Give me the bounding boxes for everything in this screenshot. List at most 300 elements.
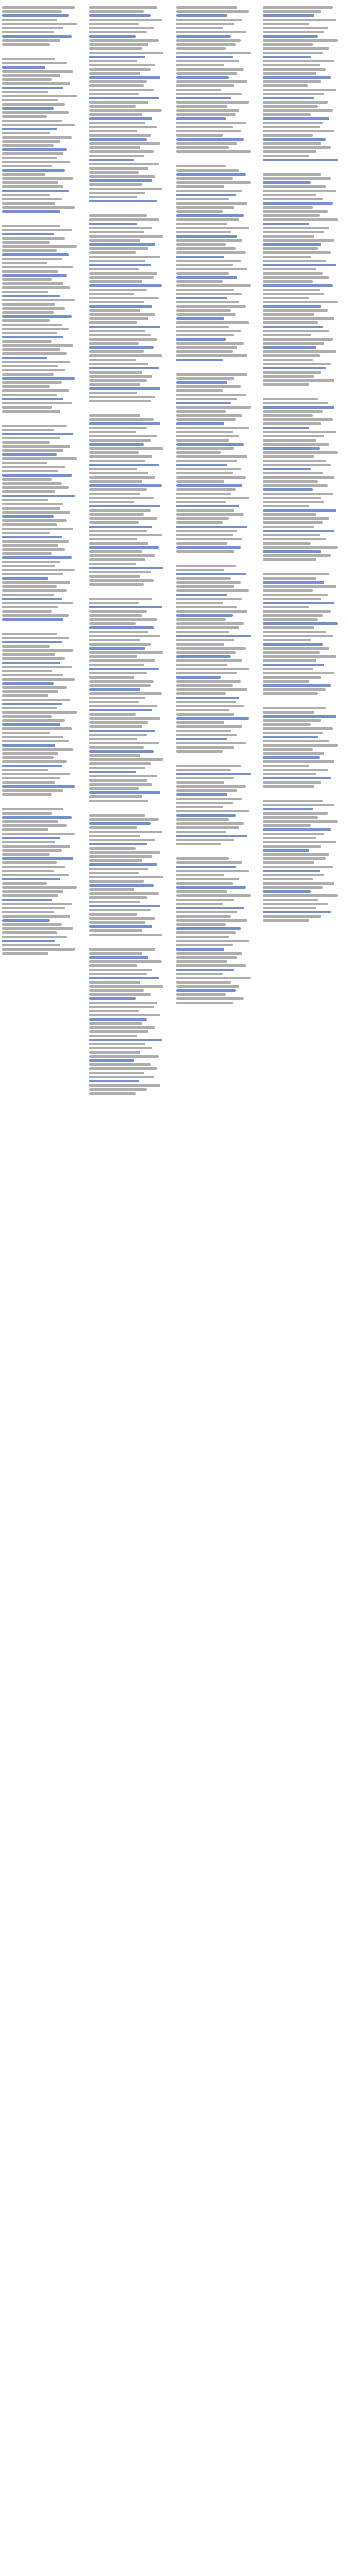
index-entry[interactable] <box>2 474 72 477</box>
index-entry[interactable] <box>89 10 144 13</box>
index-entry[interactable] <box>176 886 246 889</box>
index-entry[interactable] <box>176 223 228 225</box>
index-entry[interactable] <box>176 692 226 695</box>
index-entry[interactable] <box>263 833 324 835</box>
index-entry[interactable] <box>89 84 144 87</box>
index-entry[interactable] <box>263 359 312 361</box>
index-entry[interactable] <box>176 373 247 376</box>
index-entry[interactable] <box>263 435 324 437</box>
index-entry[interactable] <box>89 218 159 221</box>
index-entry[interactable] <box>176 505 239 507</box>
index-entry[interactable] <box>176 565 236 567</box>
index-entry[interactable] <box>263 439 316 442</box>
index-entry[interactable] <box>2 915 70 918</box>
index-entry[interactable] <box>263 146 331 149</box>
index-entry[interactable] <box>89 247 149 250</box>
index-entry[interactable] <box>176 618 226 621</box>
index-entry[interactable] <box>89 447 164 450</box>
index-entry[interactable] <box>89 676 134 679</box>
index-entry[interactable] <box>89 392 137 394</box>
index-entry[interactable] <box>176 878 239 880</box>
index-entry[interactable] <box>2 748 73 751</box>
index-entry[interactable] <box>263 837 316 839</box>
index-entry[interactable] <box>2 233 54 235</box>
index-entry[interactable] <box>263 410 323 413</box>
index-entry[interactable] <box>263 177 331 180</box>
index-entry[interactable] <box>2 74 60 77</box>
index-entry[interactable] <box>89 126 157 128</box>
index-entry[interactable] <box>89 231 144 233</box>
index-entry[interactable] <box>89 480 142 483</box>
index-entry[interactable] <box>263 39 338 42</box>
index-entry[interactable] <box>2 385 50 388</box>
index-entry[interactable] <box>263 647 329 650</box>
index-entry[interactable] <box>263 418 333 421</box>
index-entry[interactable] <box>89 563 136 565</box>
index-entry[interactable] <box>2 19 57 21</box>
index-entry[interactable] <box>2 128 57 130</box>
index-entry[interactable] <box>176 272 229 275</box>
index-entry[interactable] <box>89 1026 156 1029</box>
index-entry[interactable] <box>89 350 144 353</box>
index-entry[interactable] <box>263 89 336 91</box>
index-entry[interactable] <box>89 635 160 637</box>
index-entry[interactable] <box>89 27 154 29</box>
index-entry[interactable] <box>176 826 239 829</box>
index-entry[interactable] <box>2 66 45 69</box>
index-entry[interactable] <box>89 647 145 650</box>
index-entry[interactable] <box>89 293 134 295</box>
index-entry[interactable] <box>176 530 238 532</box>
index-entry[interactable] <box>89 713 136 716</box>
index-entry[interactable] <box>89 251 136 254</box>
index-entry[interactable] <box>176 84 235 87</box>
index-entry[interactable] <box>2 136 72 139</box>
index-entry[interactable] <box>89 598 152 600</box>
index-entry[interactable] <box>176 464 228 466</box>
index-entry[interactable] <box>263 317 334 320</box>
index-entry[interactable] <box>89 455 152 458</box>
index-entry[interactable] <box>2 789 63 792</box>
index-entry[interactable] <box>2 853 50 856</box>
index-entry[interactable] <box>89 223 137 225</box>
index-entry[interactable] <box>176 822 244 825</box>
index-entry[interactable] <box>263 493 333 495</box>
index-entry[interactable] <box>176 443 244 446</box>
index-entry[interactable] <box>176 746 235 749</box>
index-entry[interactable] <box>2 670 52 672</box>
index-entry[interactable] <box>176 911 238 913</box>
index-entry[interactable] <box>2 740 69 742</box>
index-entry[interactable] <box>2 111 69 114</box>
index-entry[interactable] <box>176 989 236 992</box>
index-entry[interactable] <box>89 1051 141 1054</box>
index-entry[interactable] <box>89 705 157 707</box>
index-entry[interactable] <box>176 218 239 221</box>
index-entry[interactable] <box>176 214 244 217</box>
index-entry[interactable] <box>2 161 70 163</box>
index-entry[interactable] <box>2 944 60 946</box>
index-entry[interactable] <box>89 602 139 604</box>
index-entry[interactable] <box>89 730 156 732</box>
index-entry[interactable] <box>263 736 318 738</box>
index-entry[interactable] <box>263 313 314 316</box>
index-entry[interactable] <box>176 385 241 388</box>
index-entry[interactable] <box>263 330 329 332</box>
index-entry[interactable] <box>2 457 77 460</box>
index-entry[interactable] <box>263 765 309 767</box>
index-entry[interactable] <box>89 618 157 621</box>
index-entry[interactable] <box>263 414 312 417</box>
index-entry[interactable] <box>176 639 235 641</box>
index-entry[interactable] <box>89 200 157 202</box>
index-entry[interactable] <box>2 769 48 771</box>
index-entry[interactable] <box>263 367 326 369</box>
index-entry[interactable] <box>176 52 251 54</box>
index-entry[interactable] <box>176 635 251 637</box>
index-entry[interactable] <box>176 798 243 800</box>
index-entry[interactable] <box>89 839 156 841</box>
index-entry[interactable] <box>263 903 327 905</box>
index-entry[interactable] <box>2 861 57 864</box>
index-entry[interactable] <box>176 668 249 670</box>
index-entry[interactable] <box>263 707 326 709</box>
index-entry[interactable] <box>176 309 231 312</box>
index-entry[interactable] <box>89 64 156 66</box>
index-entry[interactable] <box>176 97 231 99</box>
index-entry[interactable] <box>89 400 151 402</box>
index-entry[interactable] <box>89 422 160 425</box>
index-entry[interactable] <box>89 1006 154 1008</box>
index-entry[interactable] <box>263 198 323 200</box>
index-entry[interactable] <box>2 606 58 608</box>
index-entry[interactable] <box>263 321 318 324</box>
index-entry[interactable] <box>89 1035 137 1037</box>
index-entry[interactable] <box>89 969 152 971</box>
index-entry[interactable] <box>263 27 327 29</box>
index-entry[interactable] <box>263 460 326 462</box>
index-entry[interactable] <box>2 478 52 481</box>
index-entry[interactable] <box>2 58 55 60</box>
index-entry[interactable] <box>89 105 136 108</box>
index-entry[interactable] <box>2 785 75 788</box>
index-entry[interactable] <box>89 35 136 38</box>
index-entry[interactable] <box>263 76 331 79</box>
index-entry[interactable] <box>89 847 136 850</box>
index-entry[interactable] <box>89 47 142 50</box>
index-entry[interactable] <box>176 701 236 703</box>
index-entry[interactable] <box>263 626 314 629</box>
index-entry[interactable] <box>263 907 316 909</box>
index-entry[interactable] <box>263 635 333 637</box>
index-entry[interactable] <box>89 472 149 474</box>
index-entry[interactable] <box>2 344 73 347</box>
index-entry[interactable] <box>263 468 311 470</box>
index-entry[interactable] <box>263 10 321 13</box>
index-entry[interactable] <box>176 138 244 141</box>
index-entry[interactable] <box>176 330 241 332</box>
index-entry[interactable] <box>176 359 223 361</box>
index-entry[interactable] <box>89 264 151 266</box>
index-entry[interactable] <box>176 117 226 120</box>
index-entry[interactable] <box>263 668 312 670</box>
index-entry[interactable] <box>2 303 55 306</box>
index-entry[interactable] <box>263 190 336 192</box>
index-entry[interactable] <box>176 874 224 876</box>
index-entry[interactable] <box>176 317 224 320</box>
index-entry[interactable] <box>89 892 159 895</box>
index-entry[interactable] <box>89 981 141 984</box>
index-entry[interactable] <box>89 60 137 62</box>
index-entry[interactable] <box>2 931 57 934</box>
index-entry[interactable] <box>263 899 318 901</box>
index-entry[interactable] <box>2 210 60 213</box>
index-entry[interactable] <box>263 785 314 788</box>
index-entry[interactable] <box>176 280 223 283</box>
index-entry[interactable] <box>89 956 149 959</box>
index-entry[interactable] <box>89 513 144 516</box>
index-entry[interactable] <box>2 406 52 409</box>
index-entry[interactable] <box>263 243 321 246</box>
index-entry[interactable] <box>176 260 241 262</box>
index-entry[interactable] <box>263 194 316 196</box>
index-entry[interactable] <box>2 311 54 314</box>
index-entry[interactable] <box>176 247 236 250</box>
index-entry[interactable] <box>89 791 160 794</box>
index-entry[interactable] <box>89 1084 160 1087</box>
index-entry[interactable] <box>176 231 231 233</box>
index-entry[interactable] <box>176 866 236 868</box>
index-entry[interactable] <box>2 886 77 889</box>
index-entry[interactable] <box>89 379 147 382</box>
index-entry[interactable] <box>176 606 238 608</box>
index-entry[interactable] <box>2 103 65 106</box>
index-entry[interactable] <box>263 451 338 454</box>
index-entry[interactable] <box>263 93 324 95</box>
index-entry[interactable] <box>89 909 151 911</box>
index-entry[interactable] <box>2 274 67 277</box>
index-entry[interactable] <box>263 866 333 868</box>
index-entry[interactable] <box>263 550 321 553</box>
index-entry[interactable] <box>176 414 243 417</box>
index-entry[interactable] <box>176 960 228 963</box>
index-entry[interactable] <box>89 451 139 454</box>
index-entry[interactable] <box>263 664 324 666</box>
index-entry[interactable] <box>89 822 151 825</box>
index-entry[interactable] <box>2 225 60 227</box>
index-entry[interactable] <box>2 816 72 819</box>
index-entry[interactable] <box>89 196 137 198</box>
index-entry[interactable] <box>89 1018 147 1021</box>
index-entry[interactable] <box>2 719 65 722</box>
index-entry[interactable] <box>2 589 67 592</box>
index-entry[interactable] <box>2 845 70 848</box>
index-entry[interactable] <box>263 185 326 188</box>
index-entry[interactable] <box>89 750 154 753</box>
index-entry[interactable] <box>176 239 243 242</box>
index-entry[interactable] <box>176 697 239 699</box>
index-entry[interactable] <box>263 820 338 823</box>
index-entry[interactable] <box>263 816 318 819</box>
index-entry[interactable] <box>2 686 67 689</box>
index-entry[interactable] <box>263 422 321 425</box>
index-entry[interactable] <box>2 486 69 489</box>
index-entry[interactable] <box>263 14 314 17</box>
index-entry[interactable] <box>89 1030 149 1033</box>
index-entry[interactable] <box>263 602 334 604</box>
index-entry[interactable] <box>89 256 160 258</box>
index-entry[interactable] <box>2 340 52 343</box>
index-entry[interactable] <box>263 239 334 242</box>
index-entry[interactable] <box>89 738 137 740</box>
index-entry[interactable] <box>2 437 60 439</box>
index-entry[interactable] <box>176 493 231 495</box>
index-entry[interactable] <box>263 223 309 225</box>
index-entry[interactable] <box>2 573 63 575</box>
index-entry[interactable] <box>89 313 156 316</box>
index-entry[interactable] <box>176 894 251 897</box>
index-entry[interactable] <box>89 1022 142 1025</box>
index-entry[interactable] <box>2 14 69 17</box>
index-entry[interactable] <box>2 6 75 9</box>
index-entry[interactable] <box>2 369 65 371</box>
index-entry[interactable] <box>2 177 73 180</box>
index-entry[interactable] <box>89 23 139 25</box>
index-entry[interactable] <box>2 649 73 652</box>
index-entry[interactable] <box>2 99 58 101</box>
index-entry[interactable] <box>2 544 58 547</box>
index-entry[interactable] <box>2 449 63 452</box>
index-entry[interactable] <box>89 692 162 695</box>
index-entry[interactable] <box>2 43 50 46</box>
index-entry[interactable] <box>89 435 157 437</box>
index-entry[interactable] <box>89 567 164 569</box>
index-entry[interactable] <box>263 264 336 266</box>
index-entry[interactable] <box>263 23 309 25</box>
index-entry[interactable] <box>89 387 160 390</box>
index-entry[interactable] <box>176 389 223 392</box>
index-entry[interactable] <box>263 472 323 474</box>
index-entry[interactable] <box>263 915 321 918</box>
index-entry[interactable] <box>89 464 159 466</box>
index-entry[interactable] <box>2 95 77 97</box>
index-entry[interactable] <box>89 305 152 308</box>
index-entry[interactable] <box>176 940 249 942</box>
index-entry[interactable] <box>2 760 67 763</box>
index-entry[interactable] <box>89 371 142 374</box>
index-entry[interactable] <box>2 291 48 293</box>
index-entry[interactable] <box>89 443 144 446</box>
index-entry[interactable] <box>2 181 58 184</box>
index-entry[interactable] <box>176 289 235 291</box>
index-entry[interactable] <box>89 868 149 870</box>
index-entry[interactable] <box>263 882 334 885</box>
index-entry[interactable] <box>176 447 235 450</box>
index-entry[interactable] <box>89 876 164 878</box>
index-entry[interactable] <box>176 264 233 266</box>
index-entry[interactable] <box>2 610 52 613</box>
index-entry[interactable] <box>176 14 228 17</box>
index-entry[interactable] <box>263 297 309 299</box>
index-entry[interactable] <box>176 769 231 771</box>
index-entry[interactable] <box>89 6 157 9</box>
index-entry[interactable] <box>89 122 145 124</box>
index-entry[interactable] <box>176 688 247 691</box>
index-entry[interactable] <box>89 1002 157 1004</box>
index-entry[interactable] <box>2 936 67 938</box>
index-entry[interactable] <box>2 299 75 301</box>
index-entry[interactable] <box>2 27 63 29</box>
index-entry[interactable] <box>263 84 308 87</box>
index-entry[interactable] <box>2 173 45 176</box>
index-entry[interactable] <box>176 202 247 205</box>
index-entry[interactable] <box>89 183 142 186</box>
index-entry[interactable] <box>263 769 327 771</box>
index-entry[interactable] <box>2 812 52 815</box>
index-entry[interactable] <box>263 894 338 897</box>
index-entry[interactable] <box>263 760 334 763</box>
index-entry[interactable] <box>89 363 149 365</box>
index-entry[interactable] <box>263 643 323 646</box>
index-entry[interactable] <box>89 146 141 149</box>
index-entry[interactable] <box>89 354 162 357</box>
index-entry[interactable] <box>176 190 243 192</box>
index-entry[interactable] <box>89 558 145 561</box>
index-entry[interactable] <box>176 427 249 429</box>
index-entry[interactable] <box>263 447 319 450</box>
index-entry[interactable] <box>263 517 329 520</box>
index-entry[interactable] <box>176 472 233 474</box>
index-entry[interactable] <box>176 134 223 137</box>
index-entry[interactable] <box>89 530 147 532</box>
index-entry[interactable] <box>263 740 329 742</box>
index-entry[interactable] <box>176 76 229 79</box>
index-entry[interactable] <box>89 550 142 553</box>
index-entry[interactable] <box>263 800 323 802</box>
index-entry[interactable] <box>89 859 142 862</box>
index-entry[interactable] <box>263 526 314 528</box>
index-entry[interactable] <box>89 383 141 386</box>
index-entry[interactable] <box>89 476 156 479</box>
index-entry[interactable] <box>89 43 149 46</box>
index-entry[interactable] <box>89 346 154 349</box>
index-entry[interactable] <box>176 964 246 967</box>
index-entry[interactable] <box>176 899 235 901</box>
index-entry[interactable] <box>2 278 52 281</box>
index-entry[interactable] <box>263 43 312 46</box>
index-entry[interactable] <box>89 934 162 936</box>
index-entry[interactable] <box>176 526 247 528</box>
index-entry[interactable] <box>263 911 331 913</box>
index-entry[interactable] <box>176 80 247 83</box>
index-entry[interactable] <box>176 150 251 153</box>
index-entry[interactable] <box>176 742 246 744</box>
index-entry[interactable] <box>2 140 60 143</box>
index-entry[interactable] <box>263 350 336 353</box>
index-entry[interactable] <box>2 307 65 310</box>
index-entry[interactable] <box>263 305 321 308</box>
index-entry[interactable] <box>176 721 224 724</box>
index-entry[interactable] <box>263 509 336 512</box>
index-entry[interactable] <box>89 960 162 963</box>
index-entry[interactable] <box>176 72 238 75</box>
index-entry[interactable] <box>89 622 136 625</box>
index-entry[interactable] <box>263 101 327 104</box>
index-entry[interactable] <box>2 532 50 534</box>
index-entry[interactable] <box>263 505 309 507</box>
index-entry[interactable] <box>89 359 136 361</box>
index-entry[interactable] <box>176 626 239 629</box>
